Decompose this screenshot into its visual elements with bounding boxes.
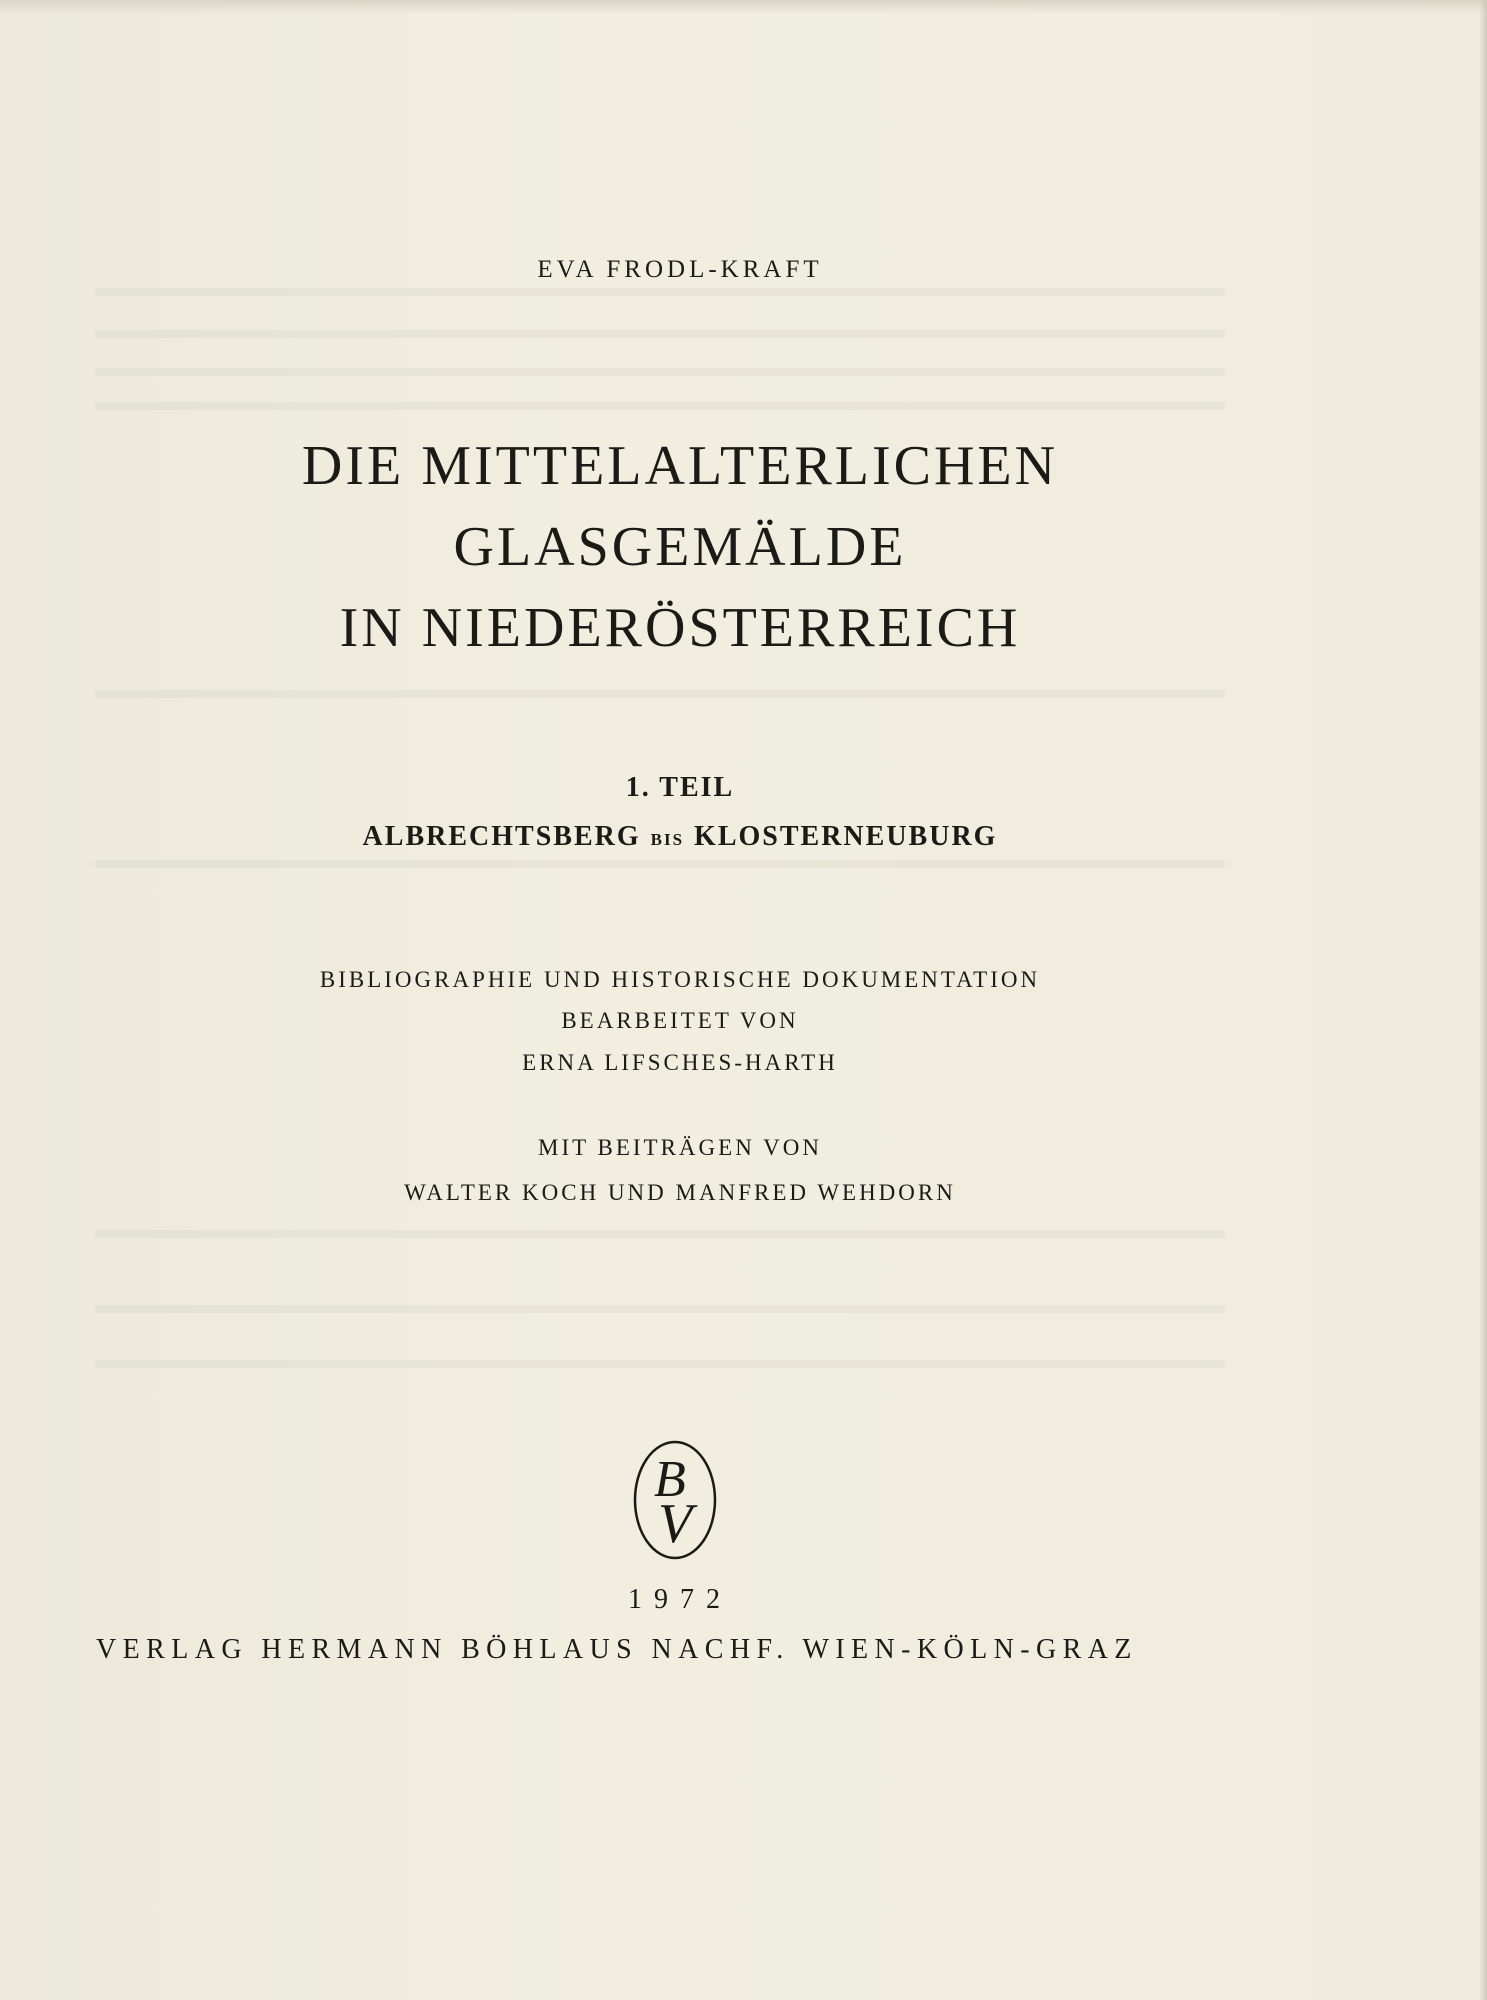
contributions-line-1: MIT BEITRÄGEN VON [538, 1135, 822, 1160]
publisher-imprint: VERLAG HERMANN BÖHLAUS NACHF. WIEN-KÖLN-GRAZ [96, 1634, 1138, 1665]
publication-year: 1972 [628, 1584, 732, 1615]
page-edge-top [0, 0, 1487, 14]
bv-monogram-icon [630, 1438, 720, 1568]
show-through-line [95, 330, 1225, 338]
show-through-line [95, 690, 1225, 698]
svg-text:V: V [658, 1493, 693, 1555]
part-label: 1. TEIL [625, 772, 735, 803]
title-line-1: DIE MITTELALTERLICHEN [301, 435, 1059, 497]
range-connector: BIS [650, 830, 685, 849]
show-through-line [95, 1360, 1225, 1368]
show-through-line [95, 368, 1225, 376]
range-start: ALBRECHTSBERG [362, 821, 641, 852]
svg-text:B: B [654, 1451, 686, 1508]
documentation-line-1: BIBLIOGRAPHIE UND HISTORISCHE DOKUMENTATION [319, 967, 1041, 992]
contributions-line-2: WALTER KOCH UND MANFRED WEHDORN [404, 1180, 956, 1205]
title-line-2: GLASGEMÄLDE [453, 516, 907, 578]
author-name: EVA FRODL-KRAFT [537, 256, 823, 283]
show-through-line [95, 1230, 1225, 1238]
show-through-line [95, 860, 1225, 868]
page-edge-right [1479, 0, 1487, 2000]
show-through-line [95, 1305, 1225, 1313]
show-through-line [95, 402, 1225, 410]
part-range [0, 821, 1360, 853]
documentation-line-2: BEARBEITET VON [561, 1008, 799, 1033]
title-line-3: IN NIEDERÖSTERREICH [339, 597, 1021, 659]
documentation-line-3: ERNA LIFSCHES-HARTH [522, 1050, 838, 1075]
show-through-line [95, 288, 1225, 296]
range-end: KLOSTERNEUBURG [694, 821, 998, 852]
